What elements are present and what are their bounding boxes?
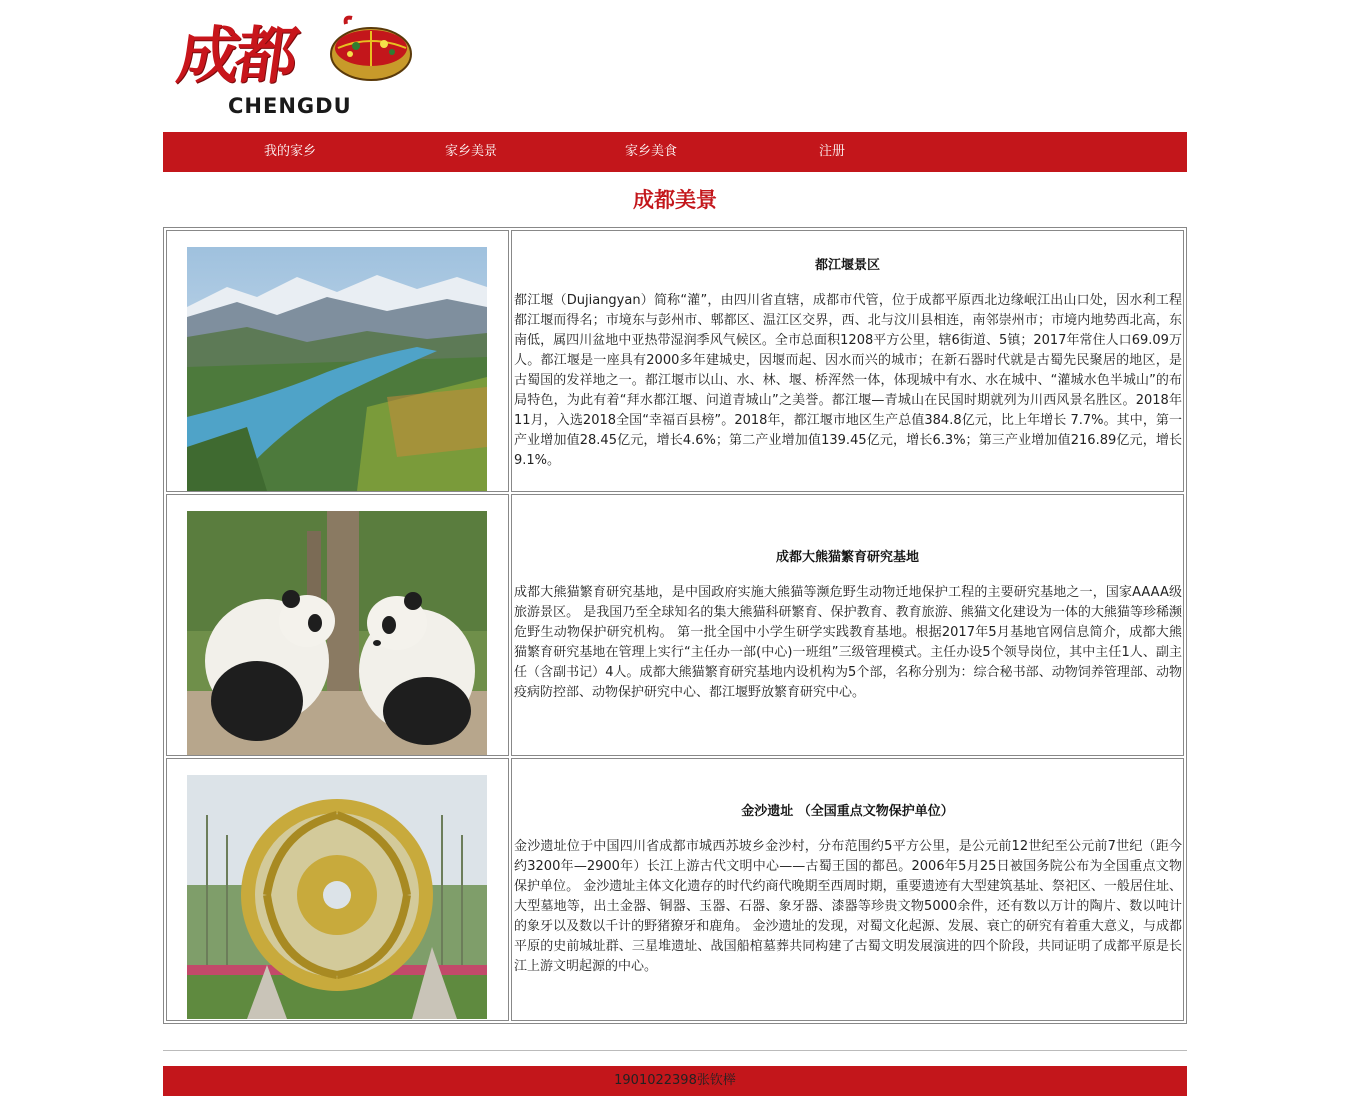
sight-title: 成都大熊猫繁育研究基地 (775, 550, 919, 565)
main-nav (163, 132, 1187, 172)
table-row (166, 230, 1184, 492)
text-cell (511, 494, 1184, 756)
scenery-table (163, 227, 1187, 1024)
nav-item-hometown-food[interactable]: 家乡美食 (625, 144, 678, 159)
footer-text: 1901022398张钦榉 (614, 1073, 736, 1088)
chengdu-logo[interactable] (172, 14, 416, 122)
hotpot-icon (326, 14, 416, 90)
logo-chinese-text: 成都 (172, 19, 300, 92)
sight-description: 金沙遗址位于中国四川省成都市城西苏坡乡金沙村，分布范围约5平方公里，是公元前12世纪至公元前7世纪（距今约3200年—2900年）长江上游古代文明中心——古蜀王国的都邑。2006年5月25日被国务院公布为全国重点文物保护单位。 金沙遗址主体文化遗存的时代约商代晚期至西周时期，重要遗迹有大型建筑基址、祭祀区、一般居住址、大型墓地等，出土金器、铜器、玉器、石器、象牙器、漆器等珍贵文物5000余件，还有数以万计的陶片、数以吨计的象牙以及数以千计的野猪獠牙和鹿角。 金沙遗址的发现，对蜀文化起源、发展、衰亡的研究有着重大意义，与成都平原的史前城址群、三星堆遗址、战国船棺墓葬共同构建了古蜀文明发展演进的四个阶段，共同证明了成都平原是长江上游文明起源的中心。 (514, 839, 1182, 974)
nav-item-my-hometown[interactable]: 我的家乡 (264, 144, 317, 159)
footer (163, 1066, 1187, 1096)
pandas-photo (187, 511, 487, 755)
image-cell (166, 494, 509, 756)
sight-title: 金沙遗址 （全国重点文物保护单位） (741, 804, 954, 819)
divider (163, 1050, 1187, 1051)
jinsha-sculpture-photo (187, 775, 487, 1019)
text-cell (511, 230, 1184, 492)
text-cell (511, 758, 1184, 1021)
table-row (166, 758, 1184, 1021)
sight-description: 成都大熊猫繁育研究基地，是中国政府实施大熊猫等濒危野生动物迁地保护工程的主要研究基地之一，国家AAAA级旅游景区。 是我国乃至全球知名的集大熊猫科研繁育、保护教育、教育旅游、熊猫文化建设为一体的大熊猫等珍稀濒危野生动物保护研究机构。 第一批全国中小学生研学实践教育基地。根据2017年5月基地官网信息简介，成都大熊猫繁育研究基地在管理上实行“主任办一部(中心)一班组”三级管理模式。主任办设5个领导岗位，其中主任1人、副主任（含副书记）4人。成都大熊猫繁育研究基地内设机构为5个部，名称分别为：综合秘书部、动物饲养管理部、动物疫病防控部、动物保护研究中心、都江堰野放繁育研究中心。 (514, 585, 1182, 700)
sight-description: 都江堰（Dujiangyan）简称“灌”，由四川省直辖，成都市代管，位于成都平原西北边缘岷江出山口处，因水利工程都江堰而得名；市境东与彭州市、郫都区、温江区交界，西、北与汶川县相连，南邻崇州市；市境内地势西北高，东南低，属四川盆地中亚热带湿润季风气候区。全市总面积1208平方公里，辖6街道、5镇；2017年常住人口69.09万人。都江堰是一座具有2000多年建城史，因堰而起、因水而兴的城市；在新石器时代就是古蜀先民聚居的地区，是古蜀国的发祥地之一。都江堰市以山、水、林、堰、桥浑然一体，体现城中有水、水在城中、“灌城水色半城山”的布局特色，为此有着“拜水都江堰、问道青城山”之美誉。都江堰—青城山在民国时期就列为川西风景名胜区。2018年11月，入选2018全国“幸福百县榜”。2018年，都江堰市地区生产总值384.8亿元，比上年增长 7.7%。其中，第一产业增加值28.45亿元，增长4.6%；第二产业增加值139.45亿元，增长6.3%；第三产业增加值216.89亿元，增长9.1%。 (514, 293, 1182, 468)
page-title: 成都美景 (633, 188, 717, 212)
image-cell (166, 230, 509, 492)
logo-english-text: CHENGDU (228, 94, 352, 118)
nav-item-hometown-scenery[interactable]: 家乡美景 (445, 144, 498, 159)
image-cell (166, 758, 509, 1021)
sight-title: 都江堰景区 (814, 258, 880, 273)
table-row (166, 494, 1184, 756)
dujiangyan-photo (187, 247, 487, 491)
nav-item-register[interactable]: 注册 (819, 144, 846, 159)
